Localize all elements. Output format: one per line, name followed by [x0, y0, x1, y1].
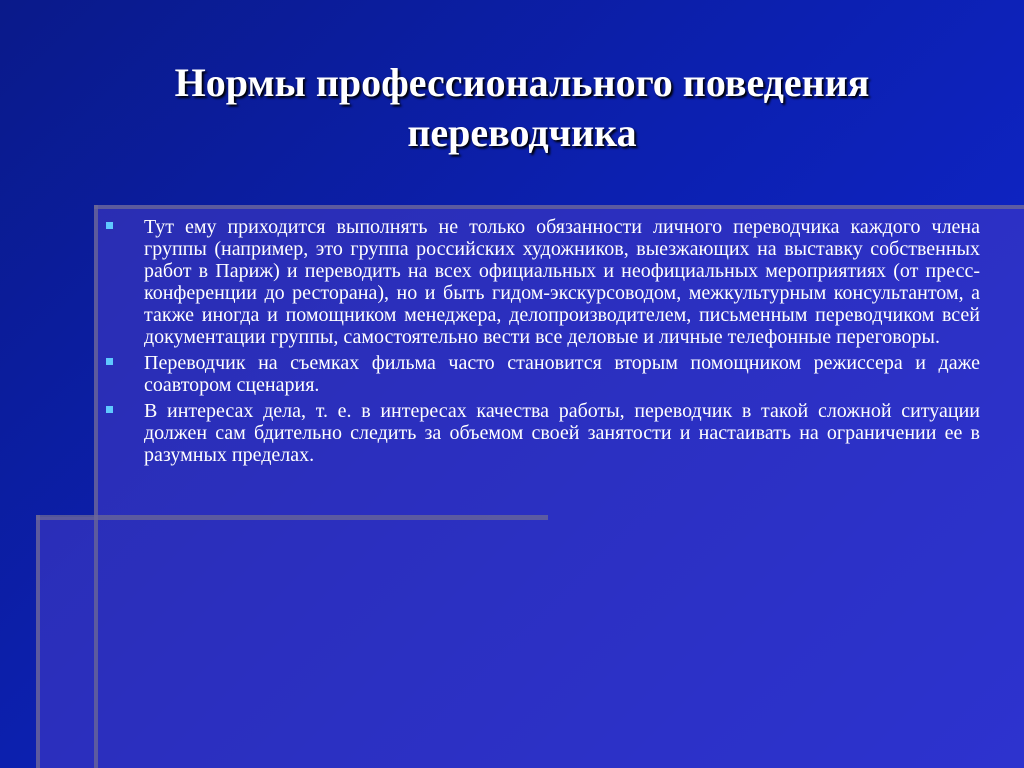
bullet-text: В интересах дела, т. е. в интересах качества работы, переводчик в такой сложной ситуации должен сам бдительно следить за объемом своей занятости и настаивать на ограничении ее в разумных пределах. — [144, 400, 980, 466]
bullet-item — [104, 352, 980, 396]
panel-left-edge — [94, 205, 98, 768]
bullet-list — [104, 216, 980, 470]
lower-panel — [36, 517, 1024, 768]
bullet-item — [104, 400, 980, 466]
bullet-item — [104, 216, 980, 348]
lower-panel-left-edge — [36, 515, 40, 768]
lower-panel-top-edge — [36, 515, 548, 520]
square-bullet-icon — [106, 358, 113, 365]
square-bullet-icon — [106, 222, 113, 229]
bullet-text: Тут ему приходится выполнять не только обязанности личного переводчика каждого члена группы (например, это группа российских художников, выезжающих на выставку собственных работ в Париж) и переводить на всех официальных и неофициальных мероприятиях (от пресс-конференции до ресторана), но и быть гидом-экскурсоводом, межкультурным консультантом, а также иногда и помощником менеджера, делопроизводителем, письменным переводчиком всей документации группы, самостоятельно вести все деловые и личные телефонные переговоры. — [144, 216, 980, 348]
square-bullet-icon — [106, 406, 113, 413]
panel-top-edge — [94, 205, 1024, 209]
slide-title: Нормы профессионального поведения переводчика — [174, 60, 870, 155]
bullet-text: Переводчик на съемках фильма часто становится вторым помощником режиссера и даже соавтором сценария. — [144, 352, 980, 396]
